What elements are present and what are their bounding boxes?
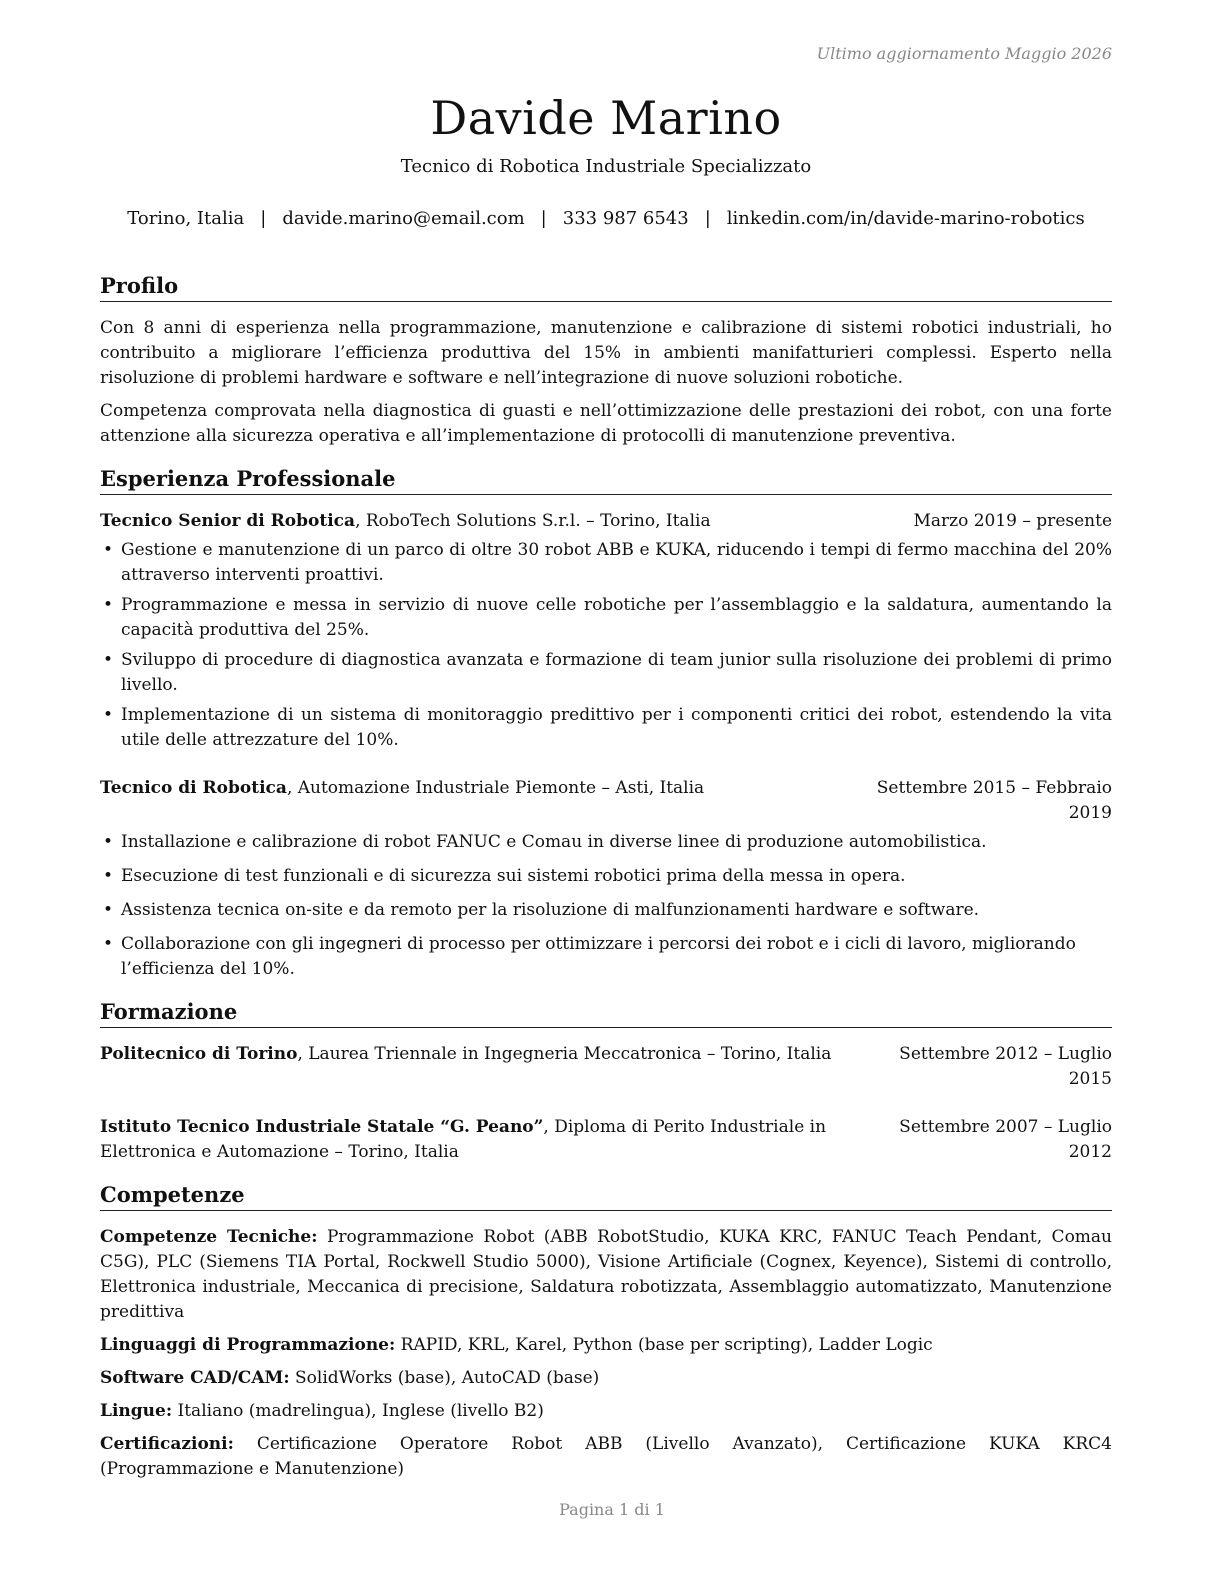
job-role: Tecnico di Robotica xyxy=(100,778,287,798)
job-dates: Marzo 2019 – presente xyxy=(913,511,1112,531)
list-item: • Assistenza tecnica on-site e da remoto per la risoluzione di malfunzionamenti hardware e software. xyxy=(100,898,1112,923)
skill-value: RAPID, KRL, Karel, Python (base per scripting), Ladder Logic xyxy=(395,1335,933,1355)
contact-linkedin[interactable]: linkedin.com/in/davide-marino-robotics xyxy=(726,208,1085,229)
list-item: • Esecuzione di test funzionali e di sicurezza sui sistemi robotici prima della messa in opera. xyxy=(100,864,1112,889)
skill-label: Software CAD/CAM: xyxy=(100,1368,290,1388)
skill-label: Linguaggi di Programmazione: xyxy=(100,1335,396,1355)
bullet-icon: • xyxy=(103,705,114,725)
skill-row xyxy=(100,1399,1112,1424)
profile-paragraph: Competenza comprovata nella diagnostica di guasti e nell’ottimizzazione delle prestazioni dei robot, con una forte attenzione alla sicurezza operativa e all’implementazione di protocolli di manutenzione preventiva. xyxy=(100,401,1112,446)
job-entry xyxy=(100,509,1112,753)
education-dates: Settembre 2007 – Luglio 2012 xyxy=(899,1117,1112,1162)
job-company: , RoboTech Solutions S.r.l. – Torino, Italia xyxy=(355,511,711,531)
list-item: • Implementazione di un sistema di monitoraggio predittivo per i componenti critici dei robot, estendendo la vita utile delle attrezzature del 10%. xyxy=(103,705,1112,750)
degree-detail: , Laurea Triennale in Ingegneria Meccatronica – Torino, Italia xyxy=(297,1044,832,1064)
profile-section xyxy=(100,272,1112,449)
section-title-profile: Profilo xyxy=(100,272,1112,302)
bullet-icon: • xyxy=(103,934,114,954)
section-title-skills: Competenze xyxy=(100,1181,1112,1211)
bullet-icon: • xyxy=(103,540,114,560)
skill-row xyxy=(100,1366,1112,1391)
job-entry xyxy=(100,776,1112,982)
education-section xyxy=(100,998,1112,1165)
page-number: Pagina 1 di 1 xyxy=(559,1500,665,1519)
bullet-icon: • xyxy=(103,866,114,886)
contact-email[interactable]: davide.marino@email.com xyxy=(282,208,525,229)
job-bullets xyxy=(100,538,1112,753)
skill-label: Competenze Tecniche: xyxy=(100,1227,318,1247)
job-header xyxy=(100,509,1112,534)
section-title-education: Formazione xyxy=(100,998,1112,1028)
list-item: • Programmazione e messa in servizio di nuove celle robotiche per l’assemblaggio e la saldatura, aumentando la capacità produttiva del 25%. xyxy=(103,595,1112,640)
bullet-icon: • xyxy=(103,900,114,920)
candidate-name: Davide Marino xyxy=(430,91,782,145)
list-item: • Installazione e calibrazione di robot FANUC e Comau in diverse linee di produzione automobilistica. xyxy=(100,830,1112,855)
list-item: • Collaborazione con gli ingegneri di processo per ottimizzare i percorsi dei robot e i cicli di lavoro, migliorando l’efficienza del 10%. xyxy=(103,934,1076,979)
skill-value: Certificazione Operatore Robot ABB (Livello Avanzato), Certificazione KUKA KRC4 (Programmazione e Manutenzione) xyxy=(100,1434,1112,1479)
education-entry xyxy=(100,1115,1112,1165)
section-title-experience: Esperienza Professionale xyxy=(100,465,1112,495)
job-title: Tecnico di Robotica Industriale Specializzato xyxy=(400,156,812,177)
job-company: , Automazione Industriale Piemonte – Asti, Italia xyxy=(286,778,705,798)
skill-label: Lingue: xyxy=(100,1401,173,1421)
job-role: Tecnico Senior di Robotica xyxy=(100,511,356,531)
skill-value: Italiano (madrelingua), Inglese (livello B2) xyxy=(172,1401,544,1421)
contact-phone: 333 987 6543 xyxy=(562,208,689,229)
contact-info xyxy=(100,206,1112,232)
list-item: • Sviluppo di procedure di diagnostica avanzata e formazione di team junior sulla risoluzione dei problemi di primo livello. xyxy=(103,650,1112,695)
bullet-icon: • xyxy=(103,595,114,615)
last-updated: Ultimo aggiornamento Maggio 2026 xyxy=(816,44,1112,63)
experience-section xyxy=(100,465,1112,982)
school-name: Istituto Tecnico Industriale Statale “G. Peano” xyxy=(100,1117,544,1137)
contact-separator: | xyxy=(260,208,267,229)
education-entry xyxy=(100,1042,1112,1092)
contact-location: Torino, Italia xyxy=(127,208,245,229)
job-bullets xyxy=(100,830,1112,982)
job-header xyxy=(100,776,1112,826)
skill-row xyxy=(100,1432,1112,1482)
skill-value: SolidWorks (base), AutoCAD (base) xyxy=(289,1368,600,1388)
bullet-icon: • xyxy=(103,650,114,670)
skills-section xyxy=(100,1181,1112,1482)
job-dates: Settembre 2015 – Febbraio 2019 xyxy=(876,778,1112,823)
bullet-icon: • xyxy=(103,832,114,852)
profile-paragraph: Con 8 anni di esperienza nella programmazione, manutenzione e calibrazione di sistemi robotici industriali, ho contribuito a migliorare l’efficienza produttiva del 15% in ambienti manifatturieri complessi. Esperto nella risoluzione di problemi hardware e software e nell’integrazione di nuove soluzioni robotiche. xyxy=(100,318,1112,388)
school-name: Politecnico di Torino xyxy=(100,1044,298,1064)
education-dates: Settembre 2012 – Luglio 2015 xyxy=(899,1044,1112,1089)
skill-value: Programmazione Robot (ABB RobotStudio, KUKA KRC, FANUC Teach Pendant, Comau C5G), PLC (Siemens TIA Portal, Rockwell Studio 5000), Visione Artificiale (Cognex, Keyence), Sistemi di controllo, Elettronica industriale, Meccanica di precisione, Saldatura robotizzata, Assemblaggio automatizzato, Manutenzione predittiva xyxy=(100,1227,1113,1322)
list-item: • Gestione e manutenzione di un parco di oltre 30 robot ABB e KUKA, riducendo i tempi di fermo macchina del 20% attraverso interventi proattivi. xyxy=(103,540,1112,585)
skill-label: Certificazioni: xyxy=(100,1434,234,1454)
skill-row xyxy=(100,1225,1112,1325)
skill-row xyxy=(100,1333,1112,1358)
contact-separator: | xyxy=(704,208,711,229)
contact-separator: | xyxy=(540,208,547,229)
degree-detail: , Diploma di Perito Industriale in Elettronica e Automazione – Torino, Italia xyxy=(100,1117,827,1162)
